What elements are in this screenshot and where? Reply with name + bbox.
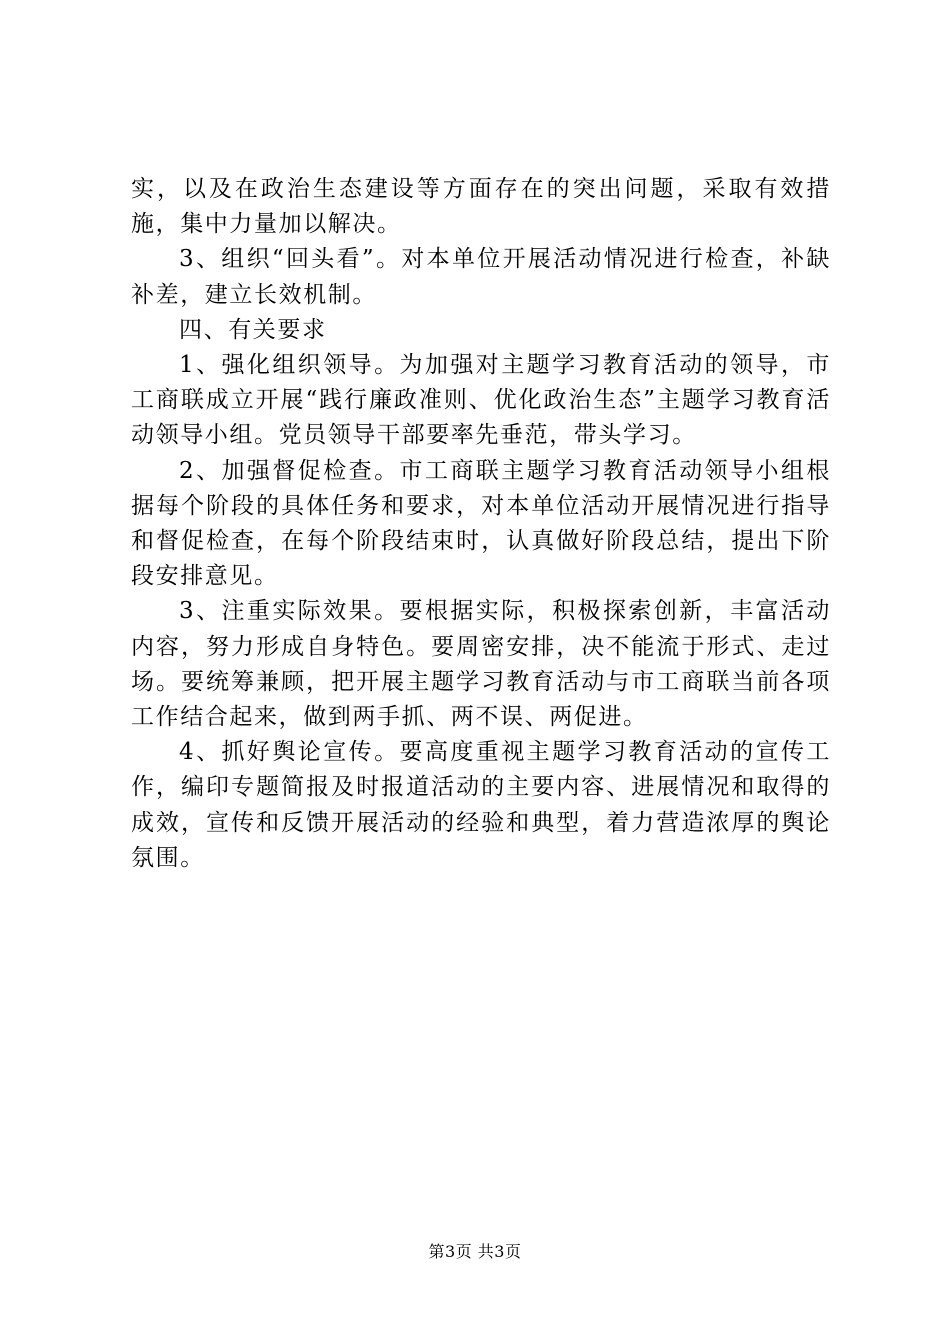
paragraph-supervision: 2、加强督促检查。市工商联主题学习教育活动领导小组根据每个阶段的具体任务和要求，对本单位活动开展情况进行指导和督促检查，在每个阶段结束时，认真做好阶段总结，提出下阶段安排意见。 xyxy=(131,457,831,590)
document-body xyxy=(131,172,831,876)
paragraph-continuation: 实，以及在政治生态建设等方面存在的突出问题，采取有效措施，集中力量加以解决。 xyxy=(131,176,831,238)
paragraph-practical-effect: 3、注重实际效果。要根据实际，积极探索创新，丰富活动内容，努力形成自身特色。要周密安排，决不能流于形式、走过场。要统筹兼顾，把开展主题学习教育活动与市工商联当前各项工作结合起来，做到两手抓、两不误、两促进。 xyxy=(131,598,831,731)
paragraph-review-item: 3、组织“回头看”。对本单位开展活动情况进行检查，补缺补差，建立长效机制。 xyxy=(131,246,831,308)
page-number-footer: 第3页 共3页 xyxy=(428,1242,522,1261)
section-heading-requirements: 四、有关要求 xyxy=(179,316,327,343)
paragraph-publicity: 4、抓好舆论宣传。要高度重视主题学习教育活动的宣传工作，编印专题简报及时报道活动的主要内容、进展情况和取得的成效，宣传和反馈开展活动的经验和典型，着力营造浓厚的舆论氛围。 xyxy=(131,739,831,871)
paragraph-leadership: 1、强化组织领导。为加强对主题学习教育活动的领导，市工商联成立开展“践行廉政准则、优化政治生态”主题学习教育活动领导小组。党员领导干部要率先垂范，带头学习。 xyxy=(131,352,831,449)
